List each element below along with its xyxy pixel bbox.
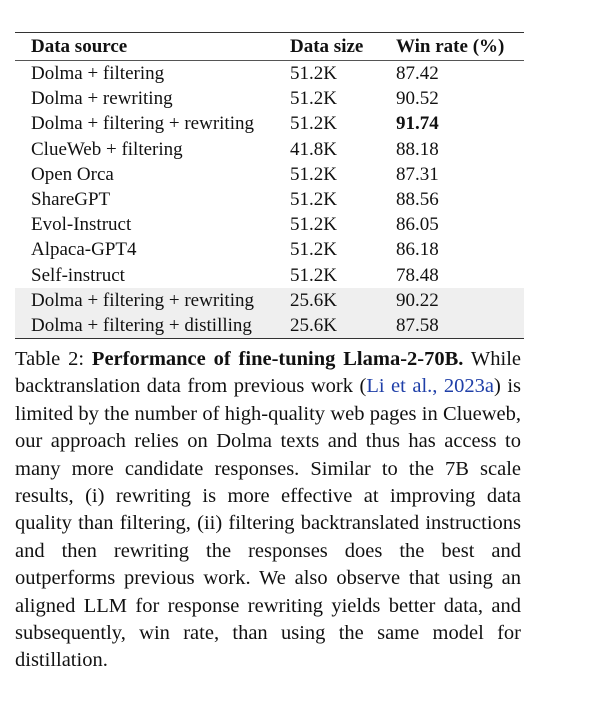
cell-win-rate: 90.52 [396, 88, 439, 110]
cell-win-rate: 91.74 [396, 113, 439, 135]
cell-data-source: Alpaca-GPT4 [31, 239, 137, 261]
cell-win-rate: 88.18 [396, 138, 439, 160]
cell-data-source: Self-instruct [31, 264, 125, 286]
caption-text-before-cite: While backtranslation data from previous work ( [15, 348, 521, 398]
cell-data-source: ClueWeb + filtering [31, 138, 183, 160]
cell-win-rate: 87.31 [396, 163, 439, 185]
cell-data-source: ShareGPT [31, 189, 111, 211]
table-caption [15, 346, 521, 675]
header-win-rate: Win rate (%) [396, 35, 505, 57]
cell-data-source: Dolma + filtering + distilling [15, 313, 290, 339]
cell-data-size: 51.2K [290, 113, 337, 135]
caption-label: Table 2: [15, 348, 92, 370]
cell-data-size: 25.6K [290, 288, 396, 313]
table-row [15, 162, 524, 187]
cell-data-size: 41.8K [290, 138, 337, 160]
cell-data-source: Open Orca [31, 163, 114, 185]
cell-win-rate: 87.58 [396, 313, 524, 339]
caption-citation-link[interactable]: Li et al., 2023a [366, 375, 495, 398]
cell-win-rate: 86.05 [396, 214, 439, 236]
table-row [15, 237, 524, 262]
header-data-size: Data size [290, 35, 364, 57]
cell-win-rate: 86.18 [396, 239, 439, 261]
caption-text-after-cite: ) is limited by the number of high-quality web pages in Clueweb, our approach relies on Dolma texts and thus has access to many more candidate responses. Similar to the 7B scale results, (i) rewriting is more effective at improving data quality than filtering, (ii) filtering backtranslated instructions and then rewriting the responses does the best and outperforms previous work. We also observe that using an aligned LLM for response rewriting yields better data, and subsequently, win rate, than using the same model for distillation. [15, 375, 522, 672]
table-row [15, 137, 524, 162]
cell-data-size: 51.2K [290, 88, 337, 110]
cell-win-rate: 88.56 [396, 189, 439, 211]
results-table-container [15, 32, 524, 339]
cell-data-size: 51.2K [290, 63, 337, 84]
cell-data-size: 51.2K [290, 214, 337, 236]
table-row [15, 111, 524, 136]
header-data-source: Data source [31, 35, 128, 57]
cell-data-source: Dolma + filtering + rewriting [15, 288, 290, 313]
cell-data-size: 51.2K [290, 239, 337, 261]
table-row [15, 288, 524, 313]
cell-data-size: 25.6K [290, 313, 396, 339]
cell-data-size: 51.2K [290, 189, 337, 211]
cell-win-rate: 78.48 [396, 264, 439, 286]
table-row [15, 212, 524, 237]
caption-title: Performance of fine-tuning Llama-2-70B. [91, 348, 464, 370]
cell-data-source: Evol-Instruct [31, 214, 132, 236]
table-row [15, 187, 524, 212]
table-row [15, 86, 524, 111]
cell-data-size: 51.2K [290, 163, 337, 185]
cell-data-size: 51.2K [290, 264, 337, 286]
table-header-row [15, 33, 524, 61]
cell-win-rate: 87.42 [396, 63, 439, 84]
results-table [15, 32, 524, 339]
table-body [15, 61, 524, 339]
table-row [15, 61, 524, 87]
cell-data-source: Dolma + rewriting [31, 88, 173, 110]
table-row [15, 313, 524, 339]
cell-data-source: Dolma + filtering [31, 63, 165, 84]
cell-data-source: Dolma + filtering + rewriting [31, 113, 254, 135]
table-row [15, 263, 524, 288]
cell-win-rate: 90.22 [396, 288, 524, 313]
